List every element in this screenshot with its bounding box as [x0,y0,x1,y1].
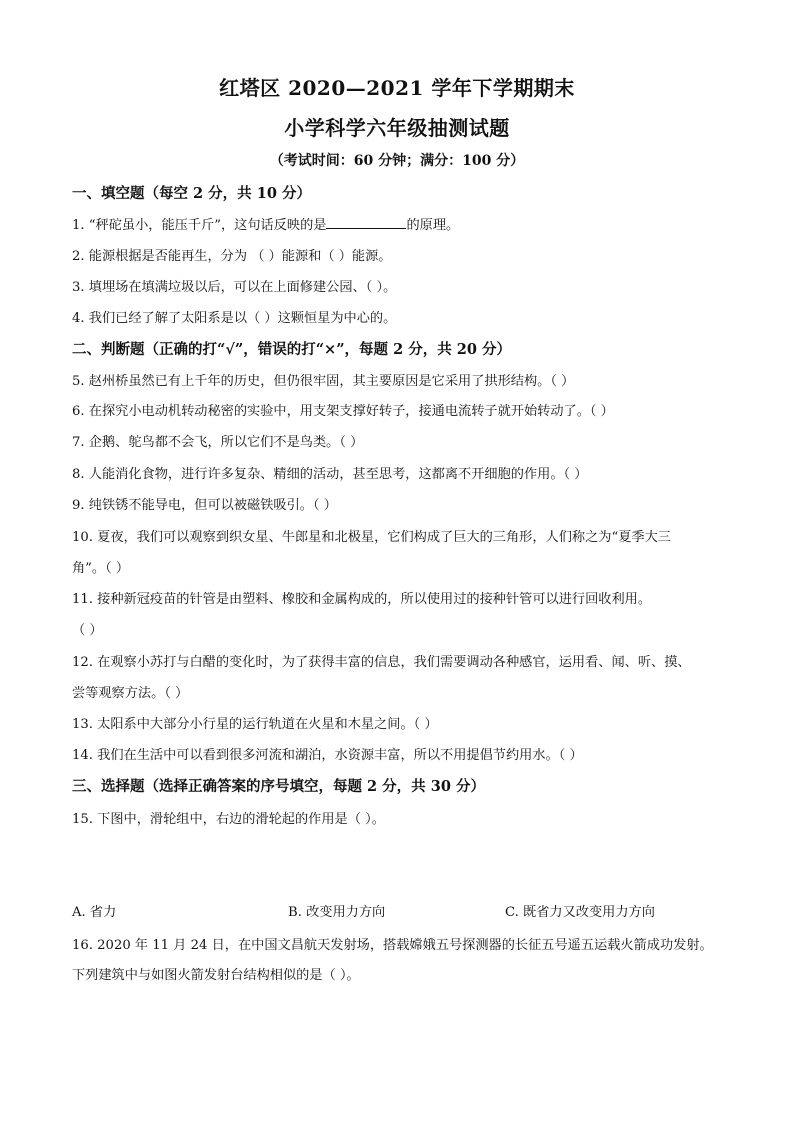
question-4: 4. 我们已经了解了太阳系是以（ ）这颗恒星为中心的。 [72,311,397,326]
question-7: 7. 企鹅、鸵鸟都不会飞，所以它们不是鸟类。（ ） [72,435,364,450]
question-15-option-a: A. 省力 [72,905,117,920]
question-11-line1: 11. 接种新冠疫苗的针管是由塑料、橡胶和金属构成的，所以使用过的接种针管可以进行回收利用。 [72,592,652,607]
question-5: 5. 赵州桥虽然已有上千年的历史，但仍很牢固，其主要原因是它采用了拱形结构。（ ） [72,374,575,389]
exam-info: （考试时间：60 分钟；满分：100 分） [269,153,525,169]
section-true-false: 二、判断题（正确的打“√”，错误的打“×”，每题 2 分，共 20 分） [72,341,511,358]
section-fill-in: 一、填空题（每空 2 分，共 10 分） [72,185,311,202]
exam-subtitle: 小学科学六年级抽测试题 [284,116,510,140]
question-2: 2. 能源根据是否能再生，分为 （ ）能源和（ ）能源。 [72,249,392,264]
question-16-line1: 16. 2020 年 11 月 24 日，在中国文昌航天发射场，搭载嫦娥五号探测器的长征五号遥五运载火箭成功发射。 [72,938,713,953]
question-9: 9. 纯铁锈不能导电，但可以被磁铁吸引。（ ） [72,498,337,513]
question-13: 13. 太阳系中大部分小行星的运行轨道在火星和木星之间。（ ） [72,717,438,732]
question-10-line2: 角”。（ ） [72,561,130,576]
question-14: 14. 我们在生活中可以看到很多河流和湖泊，水资源丰富，所以不用提倡节约用水。（ ） [72,748,583,763]
question-3: 3. 填埋场在填满垃圾以后，可以在上面修建公园、（ ）。 [72,280,397,295]
question-1-tail: 的原理。 [406,218,460,233]
question-11-line2: （ ） [72,623,103,638]
question-6: 6. 在探究小电动机转动秘密的实验中，用支架支撑好转子，接通电流转子就开始转动了。（ ） [72,404,614,419]
answer-blank [326,215,406,229]
question-15: 15. 下图中，滑轮组中，右边的滑轮起的作用是（ ）。 [72,812,385,827]
question-15-option-c: C. 既省力又改变用力方向 [505,905,655,920]
question-1 [72,214,459,233]
question-12-line2: 尝等观察方法。（ ） [72,686,189,701]
section-multiple-choice: 三、选择题（选择正确答案的序号填空，每题 2 分，共 30 分） [72,778,485,795]
question-10-line1: 10. 夏夜，我们可以观察到织女星、牛郎星和北极星，它们构成了巨大的三角形，人们称之为“夏季大三 [72,530,671,545]
question-8: 8. 人能消化食物，进行许多复杂、精细的活动，甚至思考，这都离不开细胞的作用。（ ） [72,467,588,482]
question-15-option-b: B. 改变用力方向 [288,905,386,920]
question-16-line2: 下列建筑中与如图火箭发射台结构相似的是（ ）。 [72,968,360,983]
exam-title: 红塔区 2020—2021 学年下学期期末 [219,76,575,100]
question-1-text: 1. “秤砣虽小，能压千斤”，这句话反映的是 [72,218,327,233]
question-12-line1: 12. 在观察小苏打与白醋的变化时，为了获得丰富的信息，我们需要调动各种感官，运用看、闻、听、摸、 [72,655,691,670]
